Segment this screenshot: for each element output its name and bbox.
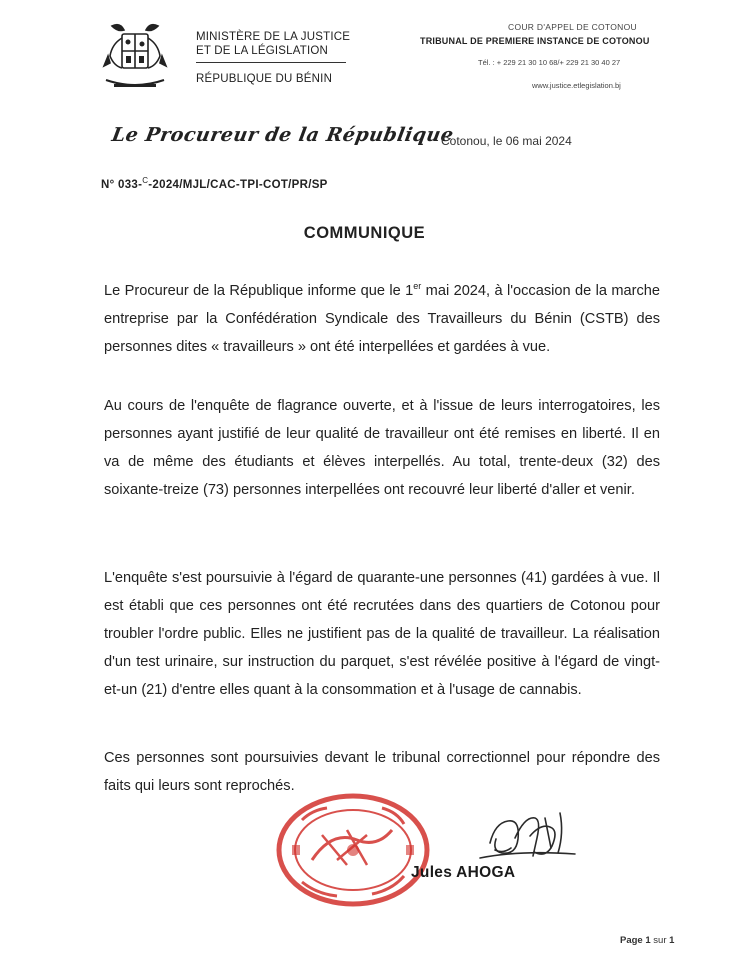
paragraph-1: Le Procureur de la République informe que le 1er mai 2024, à l'occasion de la marche entreprise par la Confédération Syndicale des Travailleurs du Bénin (CSTB) des personnes dites « travailleurs » ont été interpellées et gardées à vue. (104, 281, 660, 355)
paragraph-4: Ces personnes sont poursuivies devant le tribunal correctionnel pour répondre des faits qui leurs sont reprochés. (104, 750, 660, 794)
tribunal-name: TRIBUNAL DE PREMIERE INSTANCE DE COTONOU (420, 36, 650, 46)
coat-of-arms-icon (100, 20, 170, 95)
page-counter: Page 1 sur 1 (620, 935, 675, 946)
document-title: COMMUNIQUE (303, 224, 426, 242)
phone-numbers: Tél. : + 229 21 30 10 68/+ 229 21 30 40 27 (478, 58, 621, 67)
reference-number: N° 033-$^C$-2024/MJL/CAC-TPI-COT/PR/SP (101, 176, 328, 191)
ministry-divider (196, 62, 346, 63)
date-line: Cotonou, le 06 mai 2024 (441, 134, 572, 148)
court-of-appeal: COUR D'APPEL DE COTONOU (508, 22, 637, 32)
office-title: Le Procureur de la République (110, 124, 456, 146)
ministry-name-line2: ET DE LA LÉGISLATION (196, 45, 329, 57)
paragraph-3: L'enquête s'est poursuivie à l'égard de quarante-une personnes (41) gardées à vue. Il est établi que ces personnes ont été recrutées dans des quartiers de Cotonou pour troubler l'ordre public. Elles ne justifient pas de la qualité de travailleur. La réalisation d'un test urinaire, sur instruction du parquet, s'est révélée positive à l'égard de vingt-et-un (21) d'entre elles quant à la consommation et à l'usage de cannabis. (104, 570, 660, 698)
ministry-name-line1: MINISTÈRE DE LA JUSTICE (196, 31, 351, 43)
republic-name: RÉPUBLIQUE DU BÉNIN (196, 73, 333, 85)
official-seal-icon (272, 790, 434, 910)
signer-name: Jules AHOGA (411, 864, 516, 881)
website: www.justice.etlegislation.bj (532, 81, 621, 90)
paragraph-2: Au cours de l'enquête de flagrance ouverte, et à l'issue de leurs interrogatoires, les personnes ayant justifié de leur qualité de travailleur ont été remises en liberté. Il en va de même des étudiants et élèves interpellés. Au total, trente-deux (32) des soixante-treize (73) personnes interpellées ont recouvré leur liberté d'aller et venir. (104, 398, 660, 498)
